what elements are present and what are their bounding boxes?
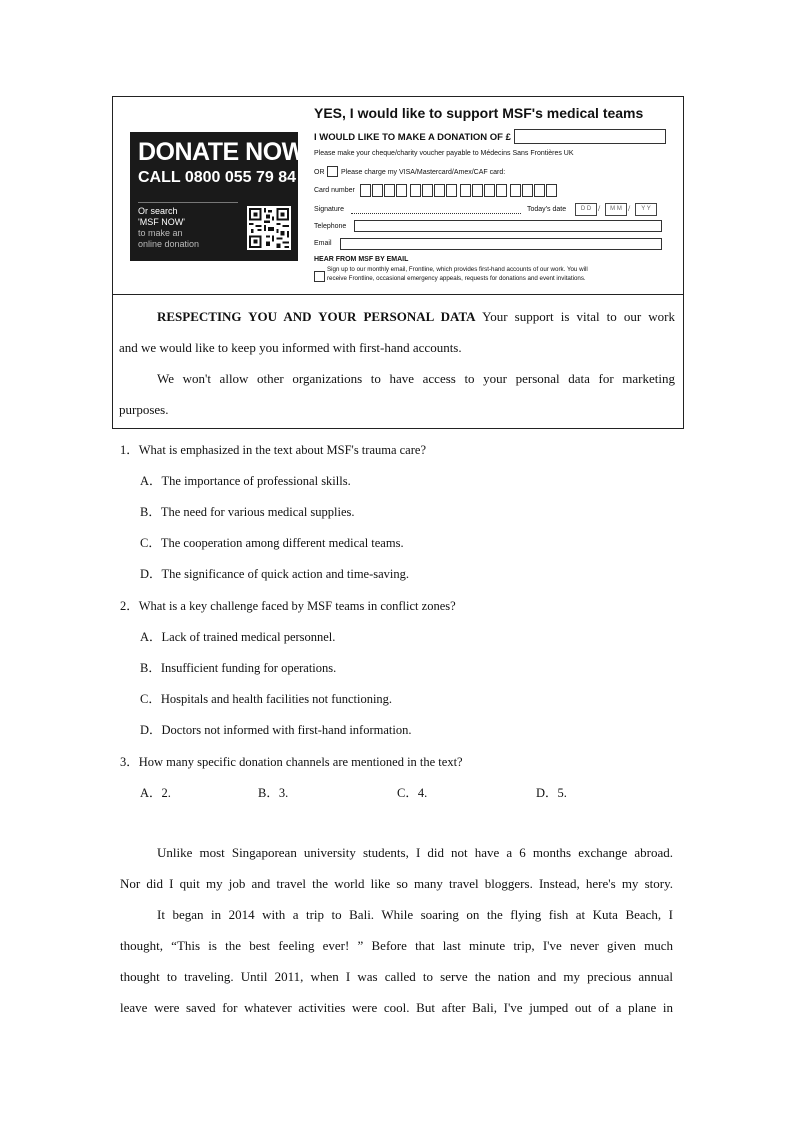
form-heading: YES, I would like to support MSF's medical teams bbox=[314, 105, 644, 121]
box-divider bbox=[113, 294, 683, 295]
question-option[interactable]: D．The significance of quick action and time-saving. bbox=[140, 567, 410, 581]
card-number-cell[interactable] bbox=[472, 184, 483, 197]
donation-coupon bbox=[112, 96, 684, 429]
card-number-cell[interactable] bbox=[396, 184, 407, 197]
telephone-field[interactable] bbox=[354, 220, 662, 232]
card-number-cell[interactable] bbox=[460, 184, 471, 197]
telephone-label: Telephone bbox=[314, 223, 347, 230]
privacy-heading: RESPECTING YOU AND YOUR PERSONAL DATA bbox=[157, 309, 476, 324]
card-number-label: Card number bbox=[314, 187, 355, 194]
passage-line: It began in 2014 with a trip to Bali. While soaring on the flying fish at Kuta Beach, I bbox=[157, 907, 673, 922]
card-number-cell[interactable] bbox=[360, 184, 371, 197]
card-number-cell[interactable] bbox=[546, 184, 557, 197]
email-signup-checkbox[interactable] bbox=[314, 271, 325, 282]
passage-line: leave were saved for whatever activities were cool. But after Bali, I've jumped out of a plane in bbox=[120, 1000, 673, 1015]
question-option[interactable]: D．5. bbox=[536, 786, 567, 800]
privacy-line-1-rest: Your support is vital to our work bbox=[475, 309, 675, 324]
signup-text-line-1: Sign up to our monthly email, Frontline, which provides first-hand accounts of our work. You will bbox=[327, 266, 588, 273]
search-line-1: Or search bbox=[138, 206, 178, 216]
donate-now-panel bbox=[130, 132, 305, 261]
search-line-3: to make an bbox=[138, 228, 183, 238]
date-separator: / bbox=[628, 204, 631, 213]
search-instructions bbox=[138, 206, 199, 250]
question-stem: 2．What is a key challenge faced by MSF teams in conflict zones? bbox=[120, 599, 456, 613]
card-number-cell[interactable] bbox=[410, 184, 421, 197]
question-option[interactable]: B．Insufficient funding for operations. bbox=[140, 661, 337, 675]
card-number-cell[interactable] bbox=[510, 184, 521, 197]
donation-amount-label: I WOULD LIKE TO MAKE A DONATION OF £ bbox=[314, 132, 511, 143]
passage-line: Unlike most Singaporean university students, I did not have a 6 months exchange abroad. bbox=[157, 845, 673, 860]
card-number-cell[interactable] bbox=[496, 184, 507, 197]
signature-label: Signature bbox=[314, 206, 344, 213]
privacy-line-4: purposes. bbox=[119, 402, 169, 417]
donation-amount-field[interactable] bbox=[514, 129, 666, 144]
question-stem: 3．How many specific donation channels are mentioned in the text? bbox=[120, 755, 463, 769]
search-line-4: online donation bbox=[138, 239, 200, 249]
passage-line: Nor did I quit my job and travel the world like so many travel bloggers. Instead, here's my story. bbox=[120, 876, 673, 891]
question-option[interactable]: B．3. bbox=[258, 786, 289, 800]
donate-now-title: DONATE NOW bbox=[138, 138, 305, 166]
card-number-cell[interactable] bbox=[446, 184, 457, 197]
card-charge-checkbox[interactable] bbox=[327, 166, 338, 177]
privacy-paragraph-1 bbox=[119, 309, 675, 324]
card-number-cell[interactable] bbox=[434, 184, 445, 197]
hear-from-msf-heading: HEAR FROM MSF BY EMAIL bbox=[314, 256, 409, 263]
card-number-cell[interactable] bbox=[484, 184, 495, 197]
card-number-cell[interactable] bbox=[534, 184, 545, 197]
search-line-2: 'MSF NOW' bbox=[138, 217, 185, 227]
passage-line: thought to traveling. Until 2011, when I was called to serve the nation and my precious annual bbox=[120, 969, 673, 984]
card-number-cell[interactable] bbox=[422, 184, 433, 197]
date-separator: / bbox=[598, 204, 601, 213]
donate-phone-number: CALL 0800 055 79 84 bbox=[138, 169, 297, 186]
email-field[interactable] bbox=[340, 238, 662, 250]
date-year-field[interactable]: Y Y bbox=[635, 203, 657, 216]
card-number-cell[interactable] bbox=[372, 184, 383, 197]
card-charge-label: Please charge my VISA/Mastercard/Amex/CAF card: bbox=[341, 169, 506, 176]
qr-code-icon bbox=[247, 206, 291, 250]
privacy-line-2: and we would like to keep you informed with first-hand accounts. bbox=[119, 340, 462, 355]
passage-line: thought, “This is the best feeling ever! ” Before that last minute trip, I've never given much bbox=[120, 938, 673, 953]
date-label: Today's date bbox=[527, 206, 567, 213]
signup-text-line-2: receive Frontline, occasional emergency appeals, requests for donations and event invitations. bbox=[327, 275, 586, 282]
email-label: Email bbox=[314, 240, 332, 247]
card-number-cell[interactable] bbox=[384, 184, 395, 197]
question-option[interactable]: A．The importance of professional skills. bbox=[140, 474, 351, 488]
signature-field[interactable] bbox=[351, 213, 521, 214]
panel-divider bbox=[138, 202, 238, 203]
question-option[interactable]: B．The need for various medical supplies. bbox=[140, 505, 355, 519]
privacy-line-3: We won't allow other organizations to have access to your personal data for marketing bbox=[157, 371, 675, 386]
question-option[interactable]: C．Hospitals and health facilities not functioning. bbox=[140, 692, 393, 706]
date-month-field[interactable]: M M bbox=[605, 203, 627, 216]
or-label: OR bbox=[314, 169, 325, 176]
cheque-note: Please make your cheque/charity voucher payable to Médecins Sans Frontières UK bbox=[314, 150, 574, 157]
question-stem: 1．What is emphasized in the text about MSF's trauma care? bbox=[120, 443, 426, 457]
question-option[interactable]: A．Lack of trained medical personnel. bbox=[140, 630, 336, 644]
card-number-cell[interactable] bbox=[522, 184, 533, 197]
question-option[interactable]: C．The cooperation among different medical teams. bbox=[140, 536, 404, 550]
question-option[interactable]: D．Doctors not informed with first-hand information. bbox=[140, 723, 412, 737]
question-option[interactable]: A．2. bbox=[140, 786, 171, 800]
question-option[interactable]: C．4. bbox=[397, 786, 428, 800]
date-day-field[interactable]: D D bbox=[575, 203, 597, 216]
